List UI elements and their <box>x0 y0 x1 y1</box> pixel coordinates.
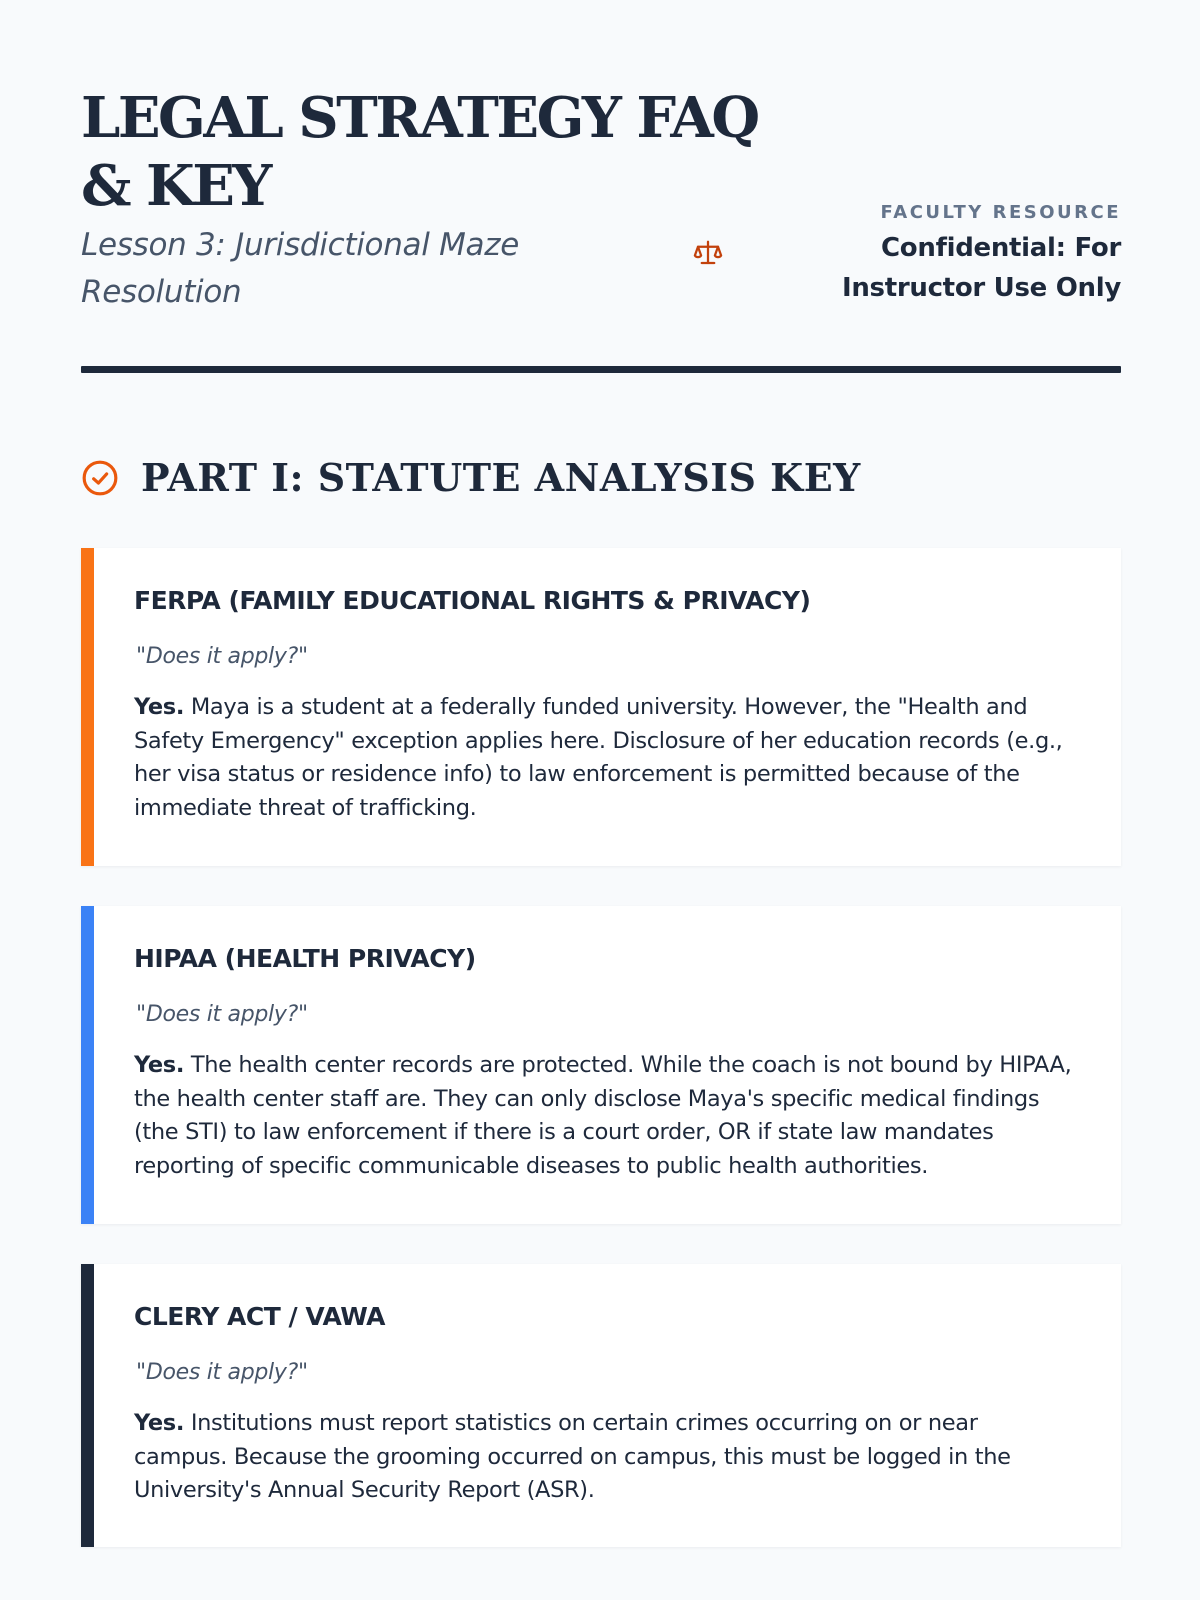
card-answer <box>134 691 1074 825</box>
faculty-resource-notice <box>693 198 1121 308</box>
card-title: CLERY ACT / VAWA <box>134 1302 386 1331</box>
answer-lead: Yes. <box>134 1052 185 1078</box>
card-accent-bar <box>81 1264 94 1547</box>
document-header <box>81 0 1121 375</box>
card-question: "Does it apply?" <box>136 644 308 669</box>
card-answer <box>134 1049 1074 1183</box>
card-question: "Does it apply?" <box>136 1360 308 1385</box>
card-title: FERPA (FAMILY EDUCATIONAL RIGHTS & PRIVACY) <box>134 586 811 615</box>
answer-lead: Yes. <box>134 1410 185 1436</box>
statute-card-ferpa <box>81 548 1121 866</box>
document-page <box>81 0 1121 1503</box>
document-title: LEGAL STRATEGY FAQ & KEY <box>81 85 758 219</box>
card-answer <box>134 1407 1074 1508</box>
check-circle-icon <box>81 459 119 497</box>
faculty-resource-label: FACULTY RESOURCE <box>880 202 1121 223</box>
header-divider <box>81 366 1121 373</box>
answer-lead: Yes. <box>134 694 185 720</box>
card-title: HIPAA (HEALTH PRIVACY) <box>134 944 476 973</box>
section-title: PART I: STATUTE ANALYSIS KEY <box>141 455 861 500</box>
answer-text: Institutions must report statistics on certain crimes occurring on or near campus. Because the grooming occurred on campus, this must be logged in the University's Annual Security Report (ASR). <box>134 1410 1011 1503</box>
answer-text: The health center records are protected. While the coach is not bound by HIPAA, the health center staff are. They can only disclose Maya's specific medical findings (the STI) to law enforcement if there is a court order, OR if state law mandates reporting of specific communicable diseases to public health authorities. <box>134 1052 1072 1179</box>
section-heading <box>81 455 861 500</box>
scale-icon <box>693 238 723 268</box>
statute-card-clery <box>81 1264 1121 1547</box>
document-subtitle: Lesson 3: Jurisdictional Maze Resolution <box>81 227 520 310</box>
card-question: "Does it apply?" <box>136 1002 308 1027</box>
confidential-notice: Confidential: For Instructor Use Only <box>841 233 1121 303</box>
card-accent-bar <box>81 906 94 1224</box>
statute-card-hipaa <box>81 906 1121 1224</box>
answer-text: Maya is a student at a federally funded university. However, the "Health and Safety Emergency" exception applies here. Disclosure of her education records (e.g., her visa status or residence info) to law enforcement is permitted because of the immediate threat of trafficking. <box>134 694 1063 821</box>
card-accent-bar <box>81 548 94 866</box>
